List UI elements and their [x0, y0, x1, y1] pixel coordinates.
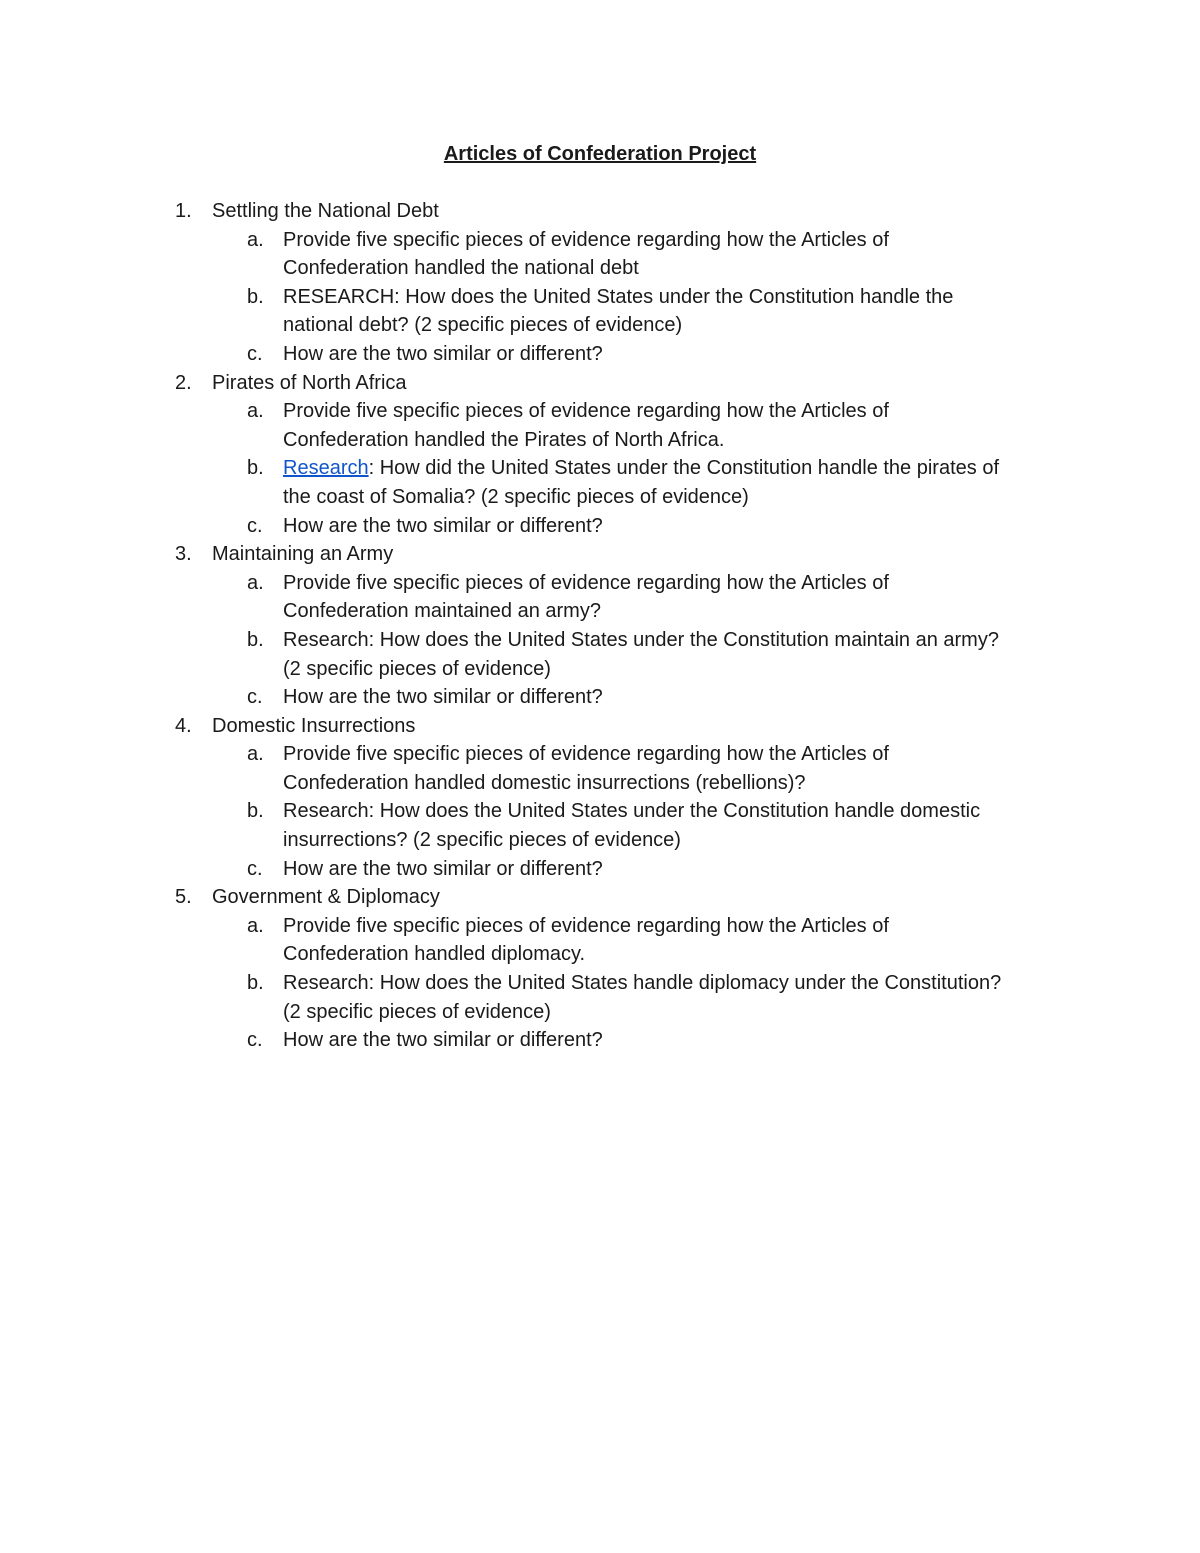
sub-item: [0, 569, 1200, 626]
document-title: Articles of Confederation Project: [443, 143, 757, 165]
sub-item-letter: b.: [247, 628, 264, 651]
sub-item: [0, 512, 1200, 541]
sub-item: [0, 740, 1200, 797]
item-number: 3.: [175, 543, 192, 566]
sub-item-letter: a.: [247, 228, 264, 251]
sub-item-text-rest: : How did the United States under the Constitution handle the pirates of: [368, 457, 999, 480]
research-link[interactable]: Research: [283, 457, 369, 480]
item-heading: Government & Diplomacy: [212, 886, 440, 909]
sub-item-letter: a.: [247, 914, 264, 937]
sub-item-text: the coast of Somalia? (2 specific pieces of evidence): [283, 485, 749, 508]
sub-item-letter: b.: [247, 800, 264, 823]
sub-item-letter: a.: [247, 400, 264, 423]
sub-item-text: Research: How does the United States handle diplomacy under the Constitution?: [283, 972, 1002, 995]
item-heading: Maintaining an Army: [212, 543, 394, 566]
sub-item-text: Provide five specific pieces of evidence regarding how the Articles of: [283, 400, 889, 423]
item-number: 1.: [175, 200, 192, 222]
sub-item-text: national debt? (2 specific pieces of evidence): [283, 314, 683, 337]
sub-item-text: (2 specific pieces of evidence): [283, 1000, 551, 1023]
sub-item-text: How are the two similar or different?: [283, 686, 603, 709]
sub-item-text: Provide five specific pieces of evidence regarding how the Articles of: [283, 228, 889, 251]
project-outline-list: [0, 197, 1200, 1055]
item-heading: Settling the National Debt: [212, 200, 439, 222]
sub-item-text: Confederation handled domestic insurrections (rebellions)?: [283, 771, 806, 794]
list-item: [0, 712, 1200, 741]
sub-item-text: How are the two similar or different?: [283, 1029, 603, 1052]
sub-item-letter: b.: [247, 285, 264, 308]
sub-item-letter: b.: [247, 972, 264, 995]
sub-item-text: How are the two similar or different?: [283, 514, 603, 537]
list-item: [0, 369, 1200, 398]
sub-item-text: [283, 454, 1200, 483]
sub-item-text: Research: How does the United States under the Constitution handle domestic: [283, 800, 981, 823]
sub-item-letter: c.: [247, 686, 263, 709]
sub-item: [0, 626, 1200, 683]
sub-item-letter: c.: [247, 857, 263, 880]
sub-item-letter: b.: [247, 457, 264, 480]
sub-item-text: Research: How does the United States under the Constitution maintain an army?: [283, 628, 999, 651]
sub-item: [0, 397, 1200, 454]
item-heading: Pirates of North Africa: [212, 371, 407, 394]
sub-item: [0, 340, 1200, 369]
sub-item-text: Confederation handled the Pirates of North Africa.: [283, 428, 725, 451]
sub-item-text: Confederation handled diplomacy.: [283, 943, 586, 966]
sub-item-text: Provide five specific pieces of evidence regarding how the Articles of: [283, 571, 889, 594]
list-item: [0, 197, 1200, 226]
sub-item: [0, 683, 1200, 712]
sub-item-text: Confederation maintained an army?: [283, 600, 601, 623]
sub-item: [0, 797, 1200, 854]
sub-item: [0, 283, 1200, 340]
item-number: 5.: [175, 886, 192, 909]
sub-item: [0, 1026, 1200, 1055]
list-item: [0, 883, 1200, 912]
sub-item-text: How are the two similar or different?: [283, 342, 603, 365]
sub-item-text: (2 specific pieces of evidence): [283, 657, 551, 680]
sub-item-letter: c.: [247, 342, 263, 365]
sub-item: [0, 226, 1200, 283]
sub-item-text: Provide five specific pieces of evidence regarding how the Articles of: [283, 914, 889, 937]
sub-item-text: insurrections? (2 specific pieces of evidence): [283, 829, 681, 852]
list-item: [0, 540, 1200, 569]
item-heading: Domestic Insurrections: [212, 714, 416, 737]
sub-item-text: Provide five specific pieces of evidence regarding how the Articles of: [283, 743, 889, 766]
item-number: 4.: [175, 714, 192, 737]
sub-item-letter: a.: [247, 743, 264, 766]
sub-item: [0, 454, 1200, 511]
sub-item-text: RESEARCH: How does the United States under the Constitution handle the: [283, 285, 954, 308]
sub-item-letter: a.: [247, 571, 264, 594]
sub-item-text: Confederation handled the national debt: [283, 257, 639, 280]
sub-item-text: How are the two similar or different?: [283, 857, 603, 880]
sub-item: [0, 969, 1200, 1026]
sub-item-letter: c.: [247, 1029, 263, 1052]
item-number: 2.: [175, 371, 192, 394]
sub-item: [0, 855, 1200, 884]
sub-item-letter: c.: [247, 514, 263, 537]
sub-item: [0, 912, 1200, 969]
